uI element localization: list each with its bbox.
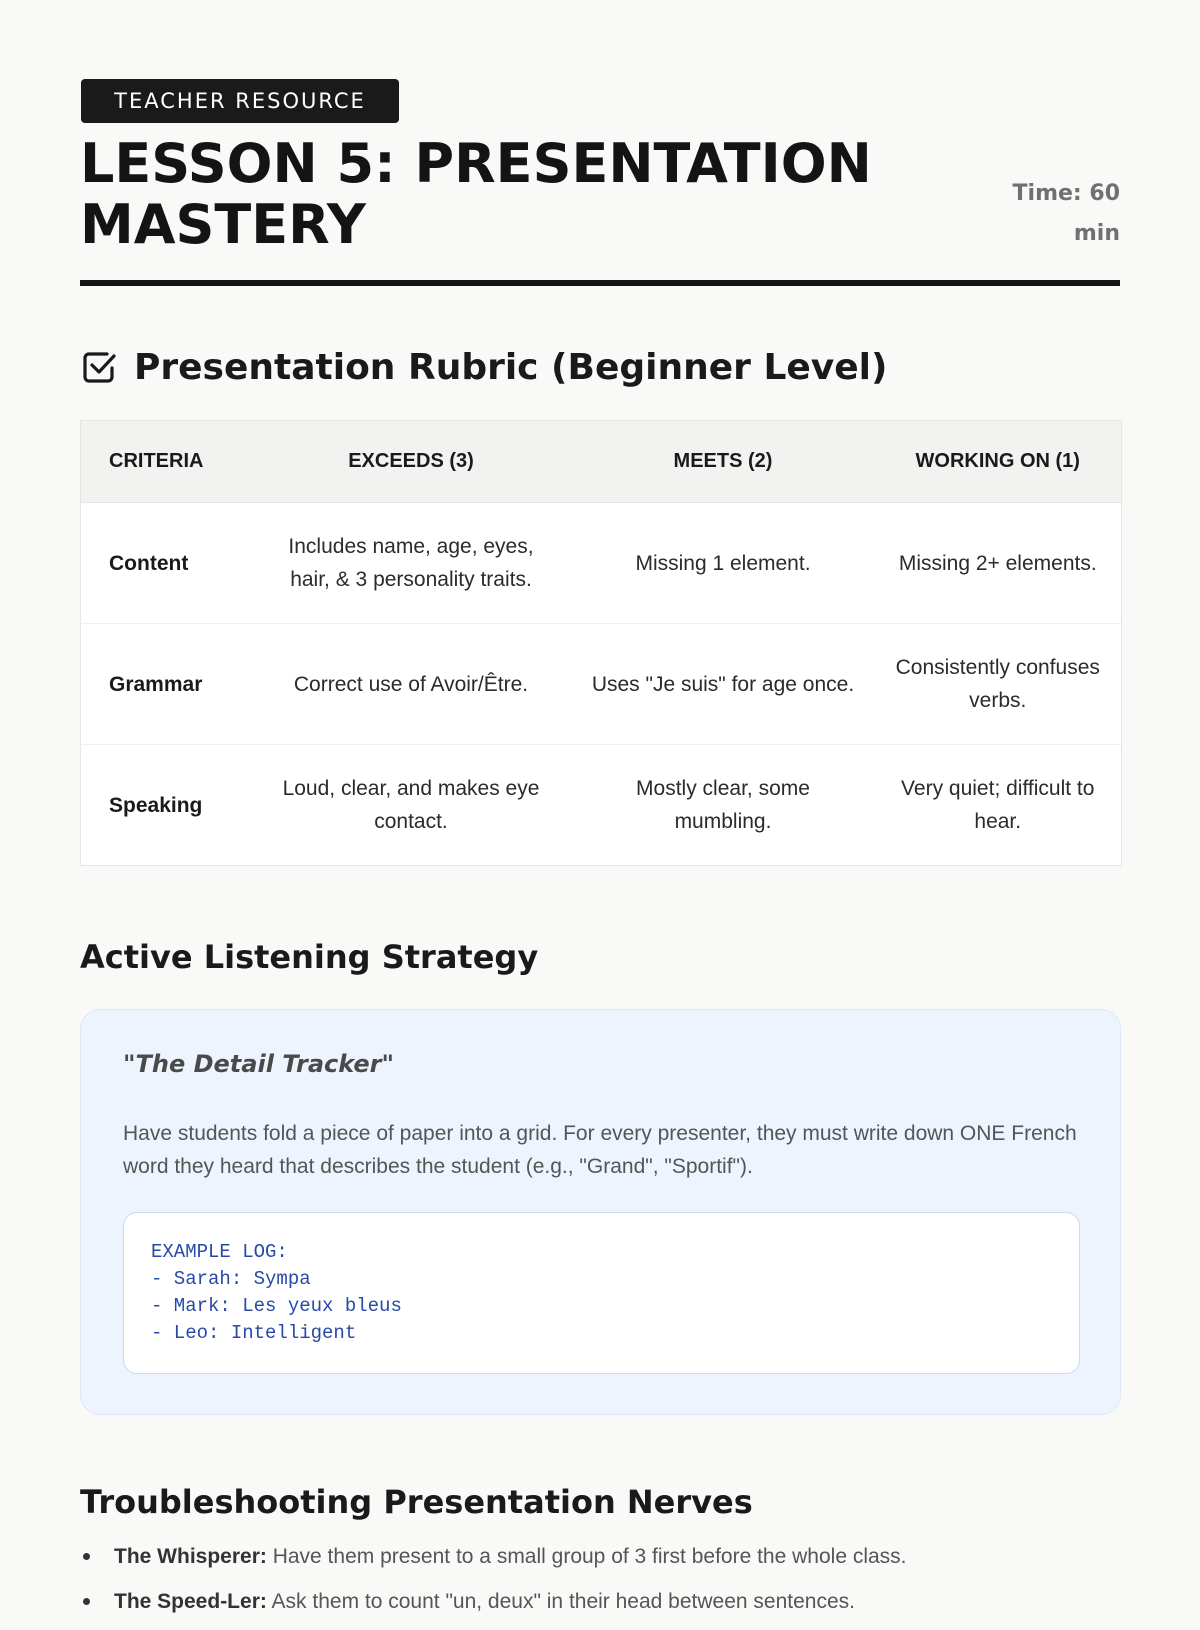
header-divider bbox=[80, 280, 1120, 286]
rubric-header-row bbox=[81, 421, 1122, 503]
troubleshooting-heading: Troubleshooting Presentation Nerves bbox=[80, 1483, 753, 1521]
teacher-resource-badge: TEACHER RESOURCE bbox=[81, 79, 399, 123]
working-on-cell: Consistently confuses verbs. bbox=[875, 624, 1122, 745]
meets-cell: Missing 1 element. bbox=[572, 503, 875, 624]
strategy-description: Have students fold a piece of paper into a grid. For every presenter, they must write down ONE French word they heard that describes the student (e.g., "Grand", "Sportif"). bbox=[123, 1122, 1077, 1178]
rubric-title: Presentation Rubric (Beginner Level) bbox=[134, 346, 888, 388]
tip-term: The Speed-Ler: bbox=[114, 1590, 267, 1613]
column-header-criteria: CRITERIA bbox=[81, 421, 251, 503]
log-line: - Mark: Les yeux bleus bbox=[151, 1295, 402, 1317]
example-log bbox=[123, 1212, 1080, 1374]
table-row bbox=[81, 624, 1122, 745]
list-item bbox=[80, 1585, 1120, 1618]
listening-heading: Active Listening Strategy bbox=[80, 938, 539, 976]
tip-term: The Whisperer: bbox=[114, 1545, 267, 1568]
table-row bbox=[81, 503, 1122, 624]
bullet-icon bbox=[83, 1553, 90, 1560]
meets-cell: Mostly clear, some mumbling. bbox=[636, 777, 810, 833]
strategy-card bbox=[80, 1009, 1121, 1415]
lesson-title: LESSON 5: PRESENTATION MASTERY bbox=[80, 132, 872, 256]
rubric-table bbox=[80, 420, 1122, 866]
bullet-icon bbox=[83, 1598, 90, 1605]
troubleshooting-list bbox=[80, 1540, 1120, 1630]
criteria-cell: Content bbox=[81, 503, 251, 624]
lesson-duration: Time: 60 min bbox=[1012, 181, 1120, 246]
tip-text: Ask them to count "un, deux" in their head between sentences. bbox=[266, 1590, 855, 1613]
working-on-cell: Missing 2+ elements. bbox=[875, 503, 1122, 624]
exceeds-cell: Includes name, age, eyes, hair, & 3 personality traits. bbox=[251, 503, 572, 624]
log-line: - Leo: Intelligent bbox=[151, 1322, 357, 1344]
column-header-meets: MEETS (2) bbox=[572, 421, 875, 503]
column-header-working-on: WORKING ON (1) bbox=[875, 421, 1122, 503]
log-line: EXAMPLE LOG: bbox=[151, 1241, 288, 1263]
column-header-exceeds: EXCEEDS (3) bbox=[251, 421, 572, 503]
exceeds-cell: Correct use of Avoir/Être. bbox=[251, 624, 572, 745]
exceeds-cell: Loud, clear, and makes eye contact. bbox=[282, 777, 540, 833]
criteria-cell: Speaking bbox=[109, 793, 203, 817]
rubric-heading bbox=[80, 337, 887, 397]
tip-text: Have them present to a small group of 3 first before the whole class. bbox=[266, 1545, 907, 1568]
working-on-cell: Very quiet; difficult to hear. bbox=[901, 777, 1095, 833]
checkbox-icon bbox=[80, 348, 134, 386]
table-row bbox=[81, 745, 1122, 866]
criteria-cell: Grammar bbox=[81, 624, 251, 745]
meets-cell: Uses "Je suis" for age once. bbox=[572, 624, 875, 745]
log-line: - Sarah: Sympa bbox=[151, 1268, 311, 1290]
list-item bbox=[80, 1540, 1120, 1573]
strategy-name: "The Detail Tracker" bbox=[123, 1050, 394, 1078]
